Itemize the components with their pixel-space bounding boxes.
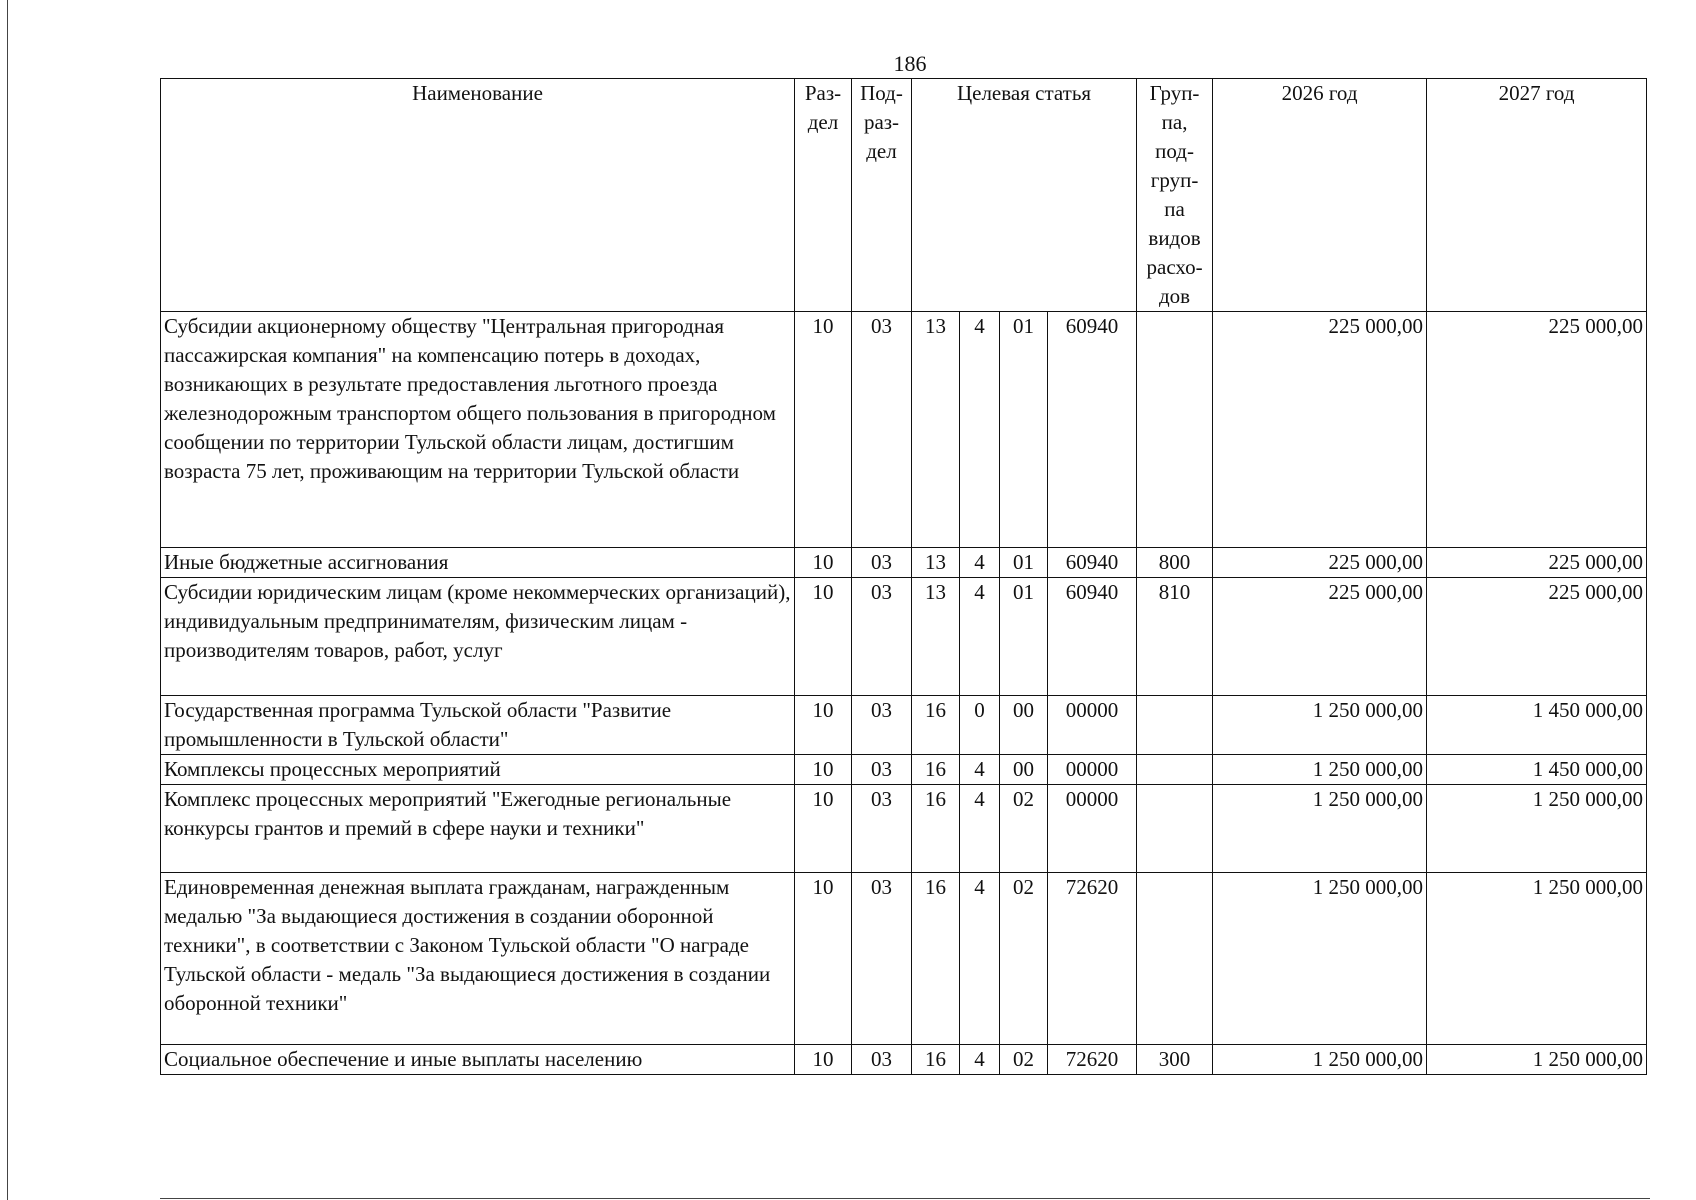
row-target-subprogram: 02 — [1000, 1045, 1048, 1075]
row-amount-2027: 225 000,00 — [1427, 578, 1647, 696]
row-expense-group — [1137, 755, 1213, 785]
row-amount-2027: 1 450 000,00 — [1427, 755, 1647, 785]
row-target-subprogram: 02 — [1000, 873, 1048, 1045]
table-row — [161, 312, 1647, 548]
row-target-program: 16 — [912, 785, 960, 873]
row-target-program: 16 — [912, 1045, 960, 1075]
row-name: Единовременная денежная выплата гражданам, награжденным медалью "За выдающиеся достижения в создании оборонной техники", в соответствии с Законом Тульской области "О награде Тульской области - медаль "За выдающиеся достижения в создании оборонной техники" — [161, 873, 795, 1045]
header-year-2026: 2026 год — [1213, 79, 1427, 312]
row-expense-group — [1137, 312, 1213, 548]
row-target-type: 0 — [960, 696, 1000, 755]
row-section: 10 — [795, 873, 852, 1045]
row-target-type: 4 — [960, 1045, 1000, 1075]
row-amount-2026: 225 000,00 — [1213, 578, 1427, 696]
row-target-program: 16 — [912, 696, 960, 755]
row-amount-2027: 225 000,00 — [1427, 548, 1647, 578]
row-name: Государственная программа Тульской области "Развитие промышленности в Тульской области" — [161, 696, 795, 755]
row-amount-2026: 225 000,00 — [1213, 312, 1427, 548]
table-header-row — [161, 79, 1647, 312]
table-row — [161, 785, 1647, 873]
row-target-type: 4 — [960, 755, 1000, 785]
row-amount-2026: 225 000,00 — [1213, 548, 1427, 578]
row-amount-2027: 225 000,00 — [1427, 312, 1647, 548]
row-target-subprogram: 00 — [1000, 755, 1048, 785]
row-section: 10 — [795, 785, 852, 873]
row-subsection: 03 — [852, 312, 912, 548]
row-target-direction: 00000 — [1048, 785, 1137, 873]
row-amount-2026: 1 250 000,00 — [1213, 1045, 1427, 1075]
row-target-subprogram: 00 — [1000, 696, 1048, 755]
row-expense-group — [1137, 873, 1213, 1045]
row-name: Субсидии юридическим лицам (кроме некоммерческих организаций), индивидуальным предпринимателям, физическим лицам - производителям товаров, работ, услуг — [161, 578, 795, 696]
header-expense-group: Груп- па, под- груп- па видов расхо- дов — [1137, 79, 1213, 312]
row-target-program: 13 — [912, 312, 960, 548]
row-target-program: 13 — [912, 548, 960, 578]
row-name: Комплекс процессных мероприятий "Ежегодные региональные конкурсы грантов и премий в сфере науки и техники" — [161, 785, 795, 873]
row-target-type: 4 — [960, 578, 1000, 696]
budget-table — [160, 78, 1647, 1075]
row-name: Комплексы процессных мероприятий — [161, 755, 795, 785]
row-subsection: 03 — [852, 1045, 912, 1075]
row-target-program: 16 — [912, 873, 960, 1045]
scan-edge-left — [7, 0, 8, 1200]
row-amount-2027: 1 250 000,00 — [1427, 1045, 1647, 1075]
row-target-subprogram: 01 — [1000, 548, 1048, 578]
row-expense-group: 800 — [1137, 548, 1213, 578]
scan-edge-bottom — [160, 1198, 1650, 1199]
row-expense-group: 810 — [1137, 578, 1213, 696]
row-target-direction: 60940 — [1048, 548, 1137, 578]
row-section: 10 — [795, 755, 852, 785]
row-expense-group: 300 — [1137, 1045, 1213, 1075]
row-target-direction: 00000 — [1048, 755, 1137, 785]
row-amount-2026: 1 250 000,00 — [1213, 696, 1427, 755]
row-target-type: 4 — [960, 312, 1000, 548]
row-subsection: 03 — [852, 578, 912, 696]
table-row — [161, 755, 1647, 785]
row-section: 10 — [795, 548, 852, 578]
table-row — [161, 548, 1647, 578]
row-section: 10 — [795, 578, 852, 696]
row-target-type: 4 — [960, 548, 1000, 578]
row-target-direction: 60940 — [1048, 312, 1137, 548]
row-target-direction: 72620 — [1048, 873, 1137, 1045]
table-row — [161, 578, 1647, 696]
header-name: Наименование — [161, 79, 795, 312]
row-target-program: 13 — [912, 578, 960, 696]
row-amount-2027: 1 450 000,00 — [1427, 696, 1647, 755]
row-subsection: 03 — [852, 696, 912, 755]
row-target-program: 16 — [912, 755, 960, 785]
row-expense-group — [1137, 696, 1213, 755]
row-expense-group — [1137, 785, 1213, 873]
row-target-subprogram: 01 — [1000, 578, 1048, 696]
table-row — [161, 696, 1647, 755]
page-number: 186 — [893, 51, 927, 76]
header-subsection: Под- раз- дел — [852, 79, 912, 312]
row-target-type: 4 — [960, 873, 1000, 1045]
table-row — [161, 1045, 1647, 1075]
row-subsection: 03 — [852, 785, 912, 873]
row-section: 10 — [795, 312, 852, 548]
row-amount-2026: 1 250 000,00 — [1213, 785, 1427, 873]
row-amount-2027: 1 250 000,00 — [1427, 785, 1647, 873]
header-target-article: Целевая статья — [912, 79, 1137, 312]
row-target-subprogram: 02 — [1000, 785, 1048, 873]
row-target-direction: 60940 — [1048, 578, 1137, 696]
row-name: Социальное обеспечение и иные выплаты населению — [161, 1045, 795, 1075]
row-amount-2026: 1 250 000,00 — [1213, 755, 1427, 785]
row-target-direction: 72620 — [1048, 1045, 1137, 1075]
row-amount-2027: 1 250 000,00 — [1427, 873, 1647, 1045]
row-section: 10 — [795, 1045, 852, 1075]
row-subsection: 03 — [852, 755, 912, 785]
row-subsection: 03 — [852, 873, 912, 1045]
row-target-direction: 00000 — [1048, 696, 1137, 755]
row-name: Иные бюджетные ассигнования — [161, 548, 795, 578]
table-row — [161, 873, 1647, 1045]
row-amount-2026: 1 250 000,00 — [1213, 873, 1427, 1045]
row-name: Субсидии акционерному обществу "Центральная пригородная пассажирская компания" на компенсацию потерь в доходах, возникающих в результате предоставления льготного проезда железнодорожным транспортом общего пользования в пригородном сообщении по территории Тульской области лицам, достигшим возраста 75 лет, проживающим на территории Тульской области — [161, 312, 795, 548]
row-section: 10 — [795, 696, 852, 755]
row-target-type: 4 — [960, 785, 1000, 873]
header-section: Раз- дел — [795, 79, 852, 312]
header-year-2027: 2027 год — [1427, 79, 1647, 312]
row-subsection: 03 — [852, 548, 912, 578]
row-target-subprogram: 01 — [1000, 312, 1048, 548]
